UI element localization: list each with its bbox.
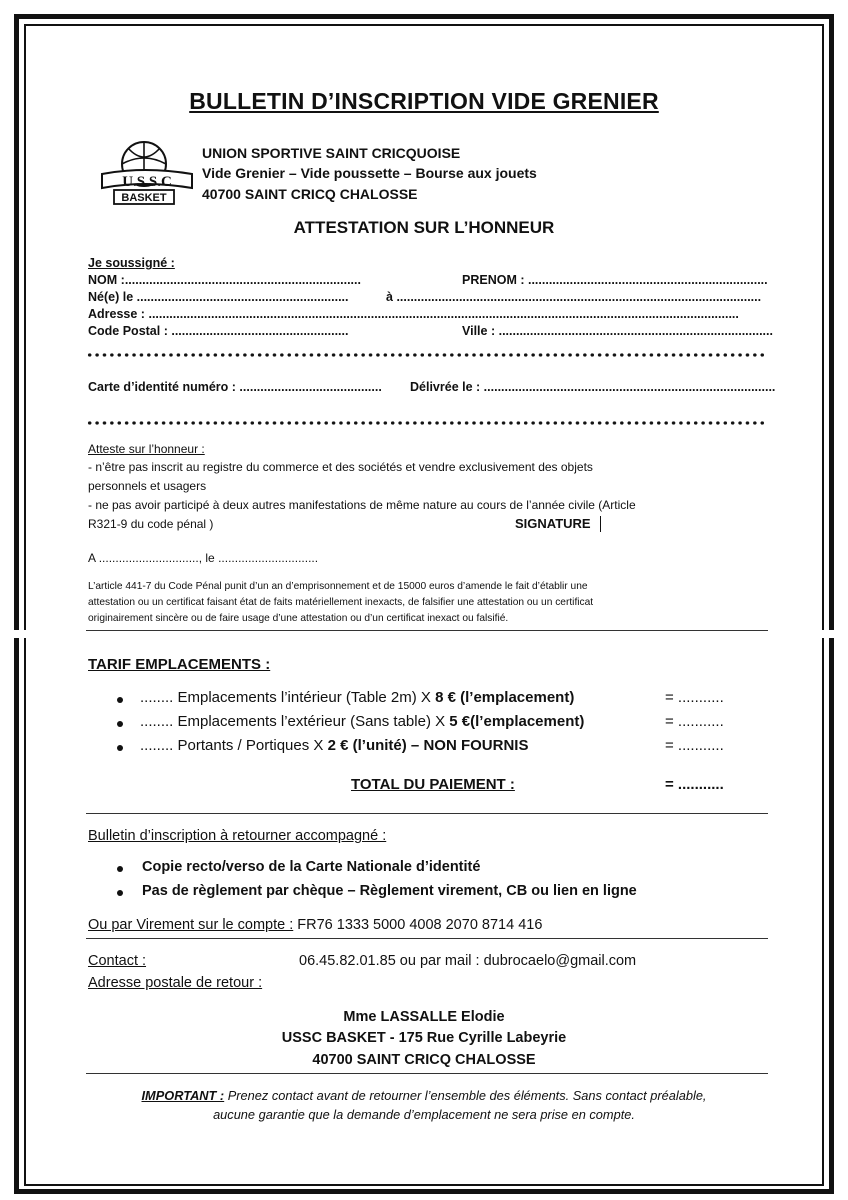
tarif-item: ........ Emplacements l’extérieur (Sans table) X 5 €(l’emplacement): [140, 713, 585, 730]
bullet: [117, 697, 123, 703]
retour-item: Copie recto/verso de la Carte Nationale d’identité: [142, 859, 481, 875]
retour-item: Pas de règlement par chèque – Règlement virement, CB ou lien en ligne: [142, 883, 637, 899]
dotted-separator: [86, 420, 766, 426]
bullet: [117, 866, 123, 872]
ville-field[interactable]: Ville : ...............................................................................: [462, 324, 773, 338]
prenom-field[interactable]: PRENOM : .....................................................................: [462, 273, 768, 287]
section-divider: [86, 813, 768, 814]
org-event: Vide Grenier – Vide poussette – Bourse aux jouets: [202, 165, 537, 181]
honneur-heading: Atteste sur l’honneur :: [88, 442, 205, 456]
important-note: aucune garantie que la demande d’emplacement ne sera prise en compte.: [213, 1107, 635, 1122]
address-line: Mme LASSALLE Elodie: [343, 1009, 505, 1025]
section-divider: [86, 938, 768, 939]
bullet: [117, 721, 123, 727]
legal-text: attestation ou un certificat faisant état de faits matériellement inexacts, de falsifier une attestation ou un certificat: [88, 597, 594, 608]
retour-heading: Bulletin d’inscription à retourner accompagné :: [88, 828, 387, 844]
tarif-item-amount[interactable]: = ...........: [665, 689, 724, 706]
lieu-date-field[interactable]: A .............................., le ..............................: [88, 551, 319, 565]
bullet: [117, 890, 123, 896]
adresse-field[interactable]: Adresse : ..........................................................................................................................................................................: [88, 307, 739, 321]
org-city: 40700 SAINT CRICQ CHALOSSE: [202, 186, 418, 202]
legal-text: L’article 441-7 du Code Pénal punit d’un an d’emprisonnement et de 15000 euros d’amende le fait d’établir une: [88, 581, 588, 592]
address-line: USSC BASKET - 175 Rue Cyrille Labeyrie: [281, 1030, 567, 1046]
birthdate-field[interactable]: Né(e) le .............................................................: [88, 290, 349, 304]
delivree-field[interactable]: Délivrée le : ....................................................................................: [410, 380, 776, 394]
tarif-item-amount[interactable]: = ...........: [665, 737, 724, 754]
address-line: 40700 SAINT CRICQ CHALOSSE: [312, 1052, 536, 1068]
nom-field[interactable]: NOM :....................................................................: [88, 273, 361, 287]
birthplace-field[interactable]: à .........................................................................................................: [386, 290, 762, 304]
dotted-separator: [86, 352, 766, 358]
logo-subtext: BASKET: [121, 192, 167, 204]
carte-identite-field[interactable]: Carte d’identité numéro : .........................................: [88, 380, 382, 394]
code-postal-field[interactable]: Code Postal : ...................................................: [88, 324, 349, 338]
contact-label: Contact :: [88, 953, 147, 969]
total-amount[interactable]: = ...........: [665, 776, 724, 793]
border-gap: [14, 630, 834, 638]
document-title: BULLETIN D’INSCRIPTION VIDE GRENIER: [189, 88, 659, 114]
text-cursor: [600, 516, 601, 532]
adresse-retour-label: Adresse postale de retour :: [88, 975, 263, 991]
virement-line: Ou par Virement sur le compte : FR76 1333 5000 4008 2070 8714 416: [88, 917, 543, 933]
contact-value[interactable]: 06.45.82.01.85 ou par mail : dubrocaelo@gmail.com: [299, 953, 637, 969]
important-note: IMPORTANT : Prenez contact avant de retourner l’ensemble des éléments. Sans contact préalable,: [141, 1088, 707, 1103]
tarif-item: ........ Portants / Portiques X 2 € (l’unité) – NON FOURNIS: [140, 737, 529, 754]
signature-label: SIGNATURE: [515, 516, 591, 531]
honneur-line: - ne pas avoir participé à deux autres manifestations de même nature au cours de l’année civile (Article: [88, 498, 636, 512]
tarif-heading: TARIF EMPLACEMENTS :: [88, 656, 271, 673]
section-divider: [86, 1073, 768, 1074]
total-label: TOTAL DU PAIEMENT :: [351, 776, 515, 793]
soussigne-label: Je soussigné :: [88, 256, 175, 270]
bullet: [117, 745, 123, 751]
honneur-line: - n’être pas inscrit au registre du commerce et des sociétés et vendre exclusivement des objets: [88, 460, 593, 474]
section-divider: [86, 630, 768, 631]
logo-text: U.S.S.C: [122, 174, 172, 190]
ussc-basket-logo: [98, 136, 198, 216]
attestation-title: ATTESTATION SUR L’HONNEUR: [293, 218, 555, 237]
org-name: UNION SPORTIVE SAINT CRICQUOISE: [202, 145, 461, 161]
tarif-item-amount[interactable]: = ...........: [665, 713, 724, 730]
honneur-line: R321-9 du code pénal ): [88, 517, 214, 531]
tarif-item: ........ Emplacements l’intérieur (Table 2m) X 8 € (l’emplacement): [140, 689, 575, 706]
honneur-line: personnels et usagers: [88, 479, 207, 493]
legal-text: originairement sincère ou de faire usage d’une attestation ou d’un certificat inexact ou falsifié.: [88, 613, 509, 624]
